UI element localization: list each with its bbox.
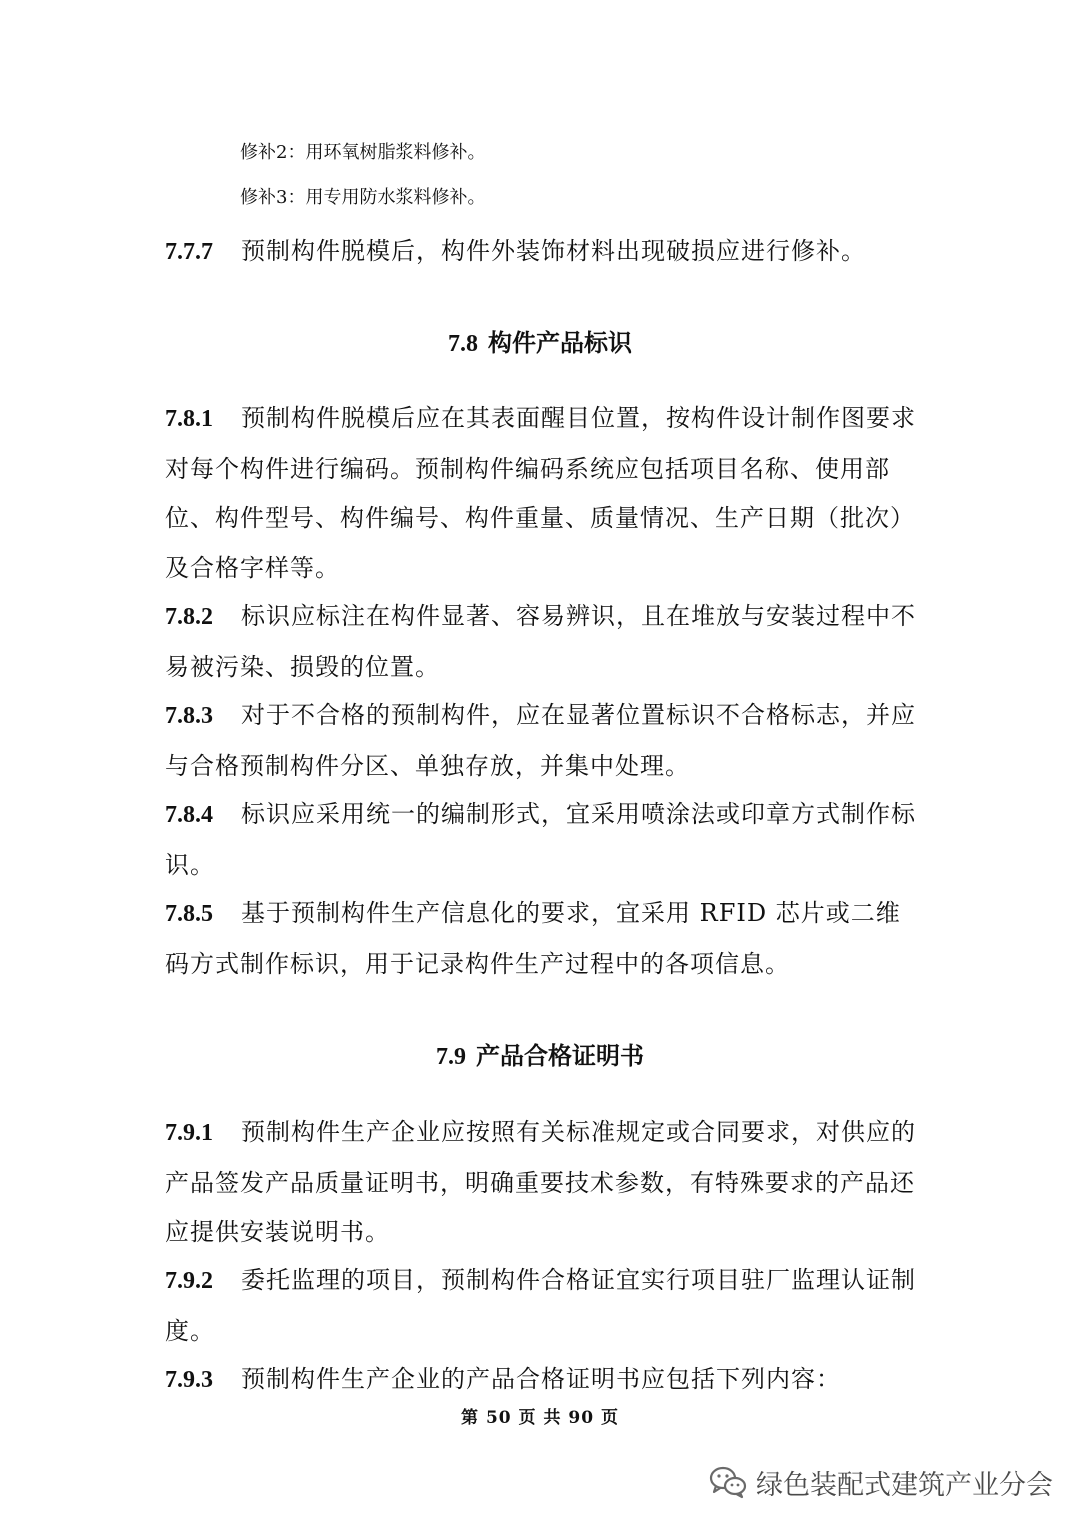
clause-text: 预制构件脱模后应在其表面醒目位置，按构件设计制作图要求对每个构件进行编码。预制构件编码系统应包括项目名称、使用部位、构件型号、构件编号、构件重量、质量情况、生产日期（批次）及合格字样等。 [165, 404, 916, 582]
clause-number: 7.9.3 [165, 1367, 213, 1393]
clause-text: 委托监理的项目，预制构件合格证宜实行项目驻厂监理认证制度。 [165, 1266, 916, 1345]
clause-text: 预制构件脱模后，构件外装饰材料出现破损应进行修补。 [241, 237, 866, 265]
clause-number: 7.9.2 [165, 1268, 213, 1294]
clause-7-9-1 [165, 1108, 925, 1258]
clause-7-8-1 [165, 394, 925, 593]
clause-number: 7.8.2 [165, 604, 213, 630]
watermark-text: 绿色装配式建筑产业分会 [756, 1469, 1053, 1501]
section-number: 7.8 [448, 331, 478, 357]
section-number: 7.9 [436, 1044, 466, 1070]
page-footer: 第 50 页 共 90 页 [461, 1408, 619, 1428]
clause-7-9-2 [165, 1256, 925, 1356]
clause-7-8-4 [165, 790, 925, 890]
clause-7-7-7 [165, 227, 925, 278]
clause-number: 7.8.5 [165, 901, 213, 927]
section-heading-7-8 [0, 327, 1080, 360]
clause-number: 7.7.7 [165, 239, 213, 265]
watermark [708, 1462, 1053, 1502]
clause-text: 标识应标注在构件显著、容易辨识，且在堆放与安装过程中不易被污染、损毁的位置。 [165, 602, 916, 681]
wechat-icon [708, 1465, 748, 1499]
clause-number: 7.8.1 [165, 406, 213, 432]
clause-text: 对于不合格的预制构件，应在显著位置标识不合格标志，并应与合格预制构件分区、单独存放，并集中处理。 [165, 701, 916, 780]
clause-text: 预制构件生产企业的产品合格证明书应包括下列内容： [241, 1365, 841, 1393]
clause-number: 7.9.1 [165, 1120, 213, 1146]
section-heading-7-9 [0, 1040, 1080, 1073]
clause-text: 基于预制构件生产信息化的要求，宜采用 RFID 芯片或二维码方式制作标识，用于记录构件生产过程中的各项信息。 [165, 899, 901, 978]
repair-note-2: 修补2：用环氧树脂浆料修补。 [240, 142, 486, 163]
clause-number: 7.8.3 [165, 703, 213, 729]
clause-text: 预制构件生产企业应按照有关标准规定或合同要求，对供应的产品签发产品质量证明书，明确重要技术参数，有特殊要求的产品还应提供安装说明书。 [165, 1118, 916, 1246]
repair-note-3: 修补3：用专用防水浆料修补。 [240, 187, 486, 208]
clause-number: 7.8.4 [165, 802, 213, 828]
clause-7-8-2 [165, 592, 925, 692]
section-title: 构件产品标识 [488, 328, 632, 357]
clause-7-8-5 [165, 889, 925, 989]
clause-7-8-3 [165, 691, 925, 791]
clause-text: 标识应采用统一的编制形式，宜采用喷涂法或印章方式制作标识。 [165, 800, 916, 879]
clause-7-9-3 [165, 1355, 925, 1406]
section-title: 产品合格证明书 [476, 1041, 644, 1070]
